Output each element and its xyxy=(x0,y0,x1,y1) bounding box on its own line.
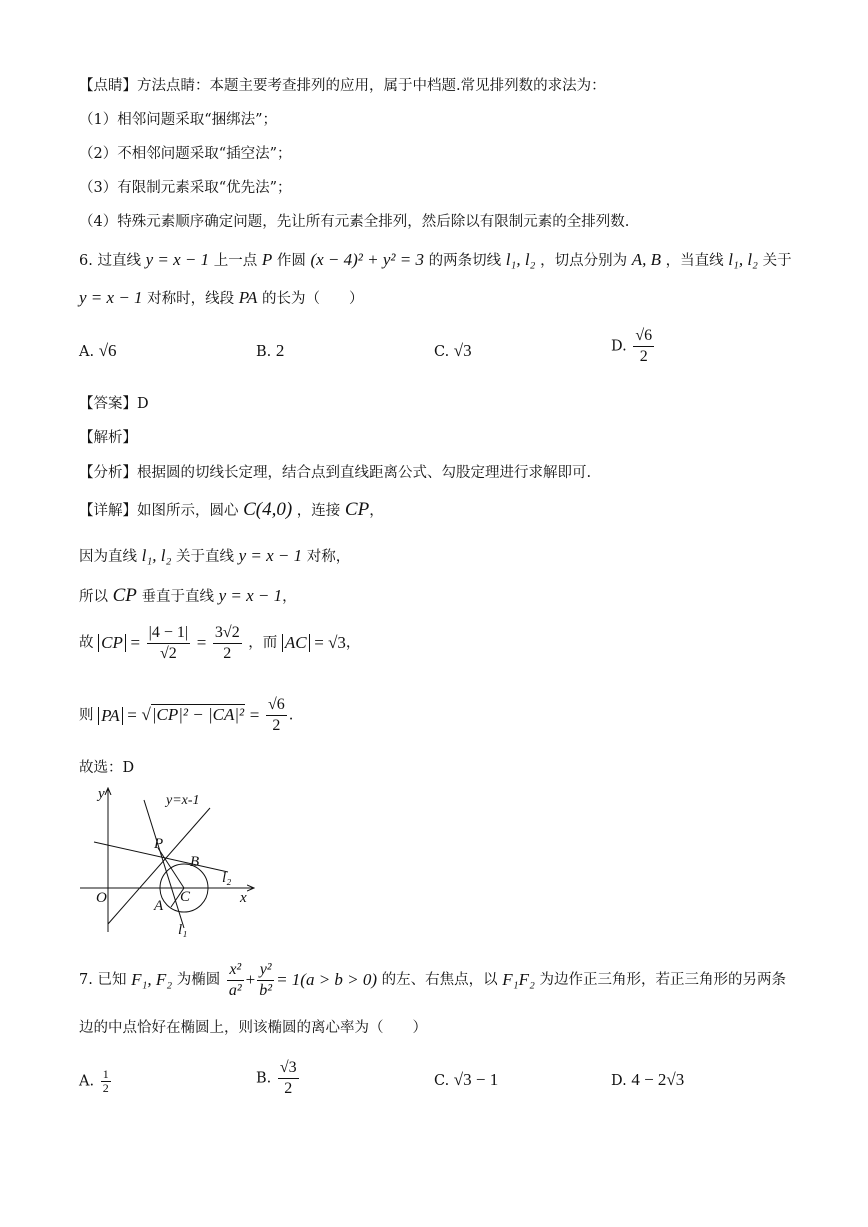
q7-stem-line2: 边的中点恰好在椭圆上，则该椭圆的离心率为（ ） xyxy=(79,1020,427,1036)
label-c: C xyxy=(180,889,191,905)
q7-segment-f1f2: F₁F₂ xyxy=(502,970,535,989)
q6-so-line xyxy=(79,586,297,607)
q6-stem-line2 xyxy=(79,288,363,309)
radicand: |CP|² − |CA|² xyxy=(151,705,245,724)
xiangjie-text: 如图所示，圆心 xyxy=(137,503,239,519)
option-fraction xyxy=(101,1068,111,1095)
tip-item-2: （2）不相邻问题采取“插空法”； xyxy=(79,146,292,162)
step-text: 则 xyxy=(79,707,94,724)
q6-circle-eq: (x − 4)² + y² = 3 xyxy=(310,250,424,269)
label-line: y=x-1 xyxy=(166,793,200,808)
q7-text: 的左、右焦点，以 xyxy=(381,972,498,988)
value-sqrt3: = √3 xyxy=(314,633,346,652)
q7-option-a[interactable] xyxy=(79,1068,113,1095)
label-x: x xyxy=(240,890,247,906)
step-text: . xyxy=(288,707,294,724)
tip-item-4: （4）特殊元素顺序确定问题，先让所有元素全排列，然后除以有限制元素的全排列数. xyxy=(79,214,630,230)
option-fraction xyxy=(278,1058,299,1099)
option-value: √3 − 1 xyxy=(453,1070,499,1089)
tip-text: 方法点睛：本题主要考查排列的应用，属于中档题.常见排列数的求法为： xyxy=(137,78,606,94)
q7-text: 为边作正三角形，若正三角形的另两条 xyxy=(539,972,786,988)
tip-line xyxy=(79,76,606,96)
tip-label: 【点睛】 xyxy=(79,78,137,94)
option-value: 4 − 2√3 xyxy=(631,1070,685,1089)
q6-choose: 故选：D xyxy=(79,760,135,776)
fenxi-label: 【分析】 xyxy=(79,465,137,481)
tip-item-1: （1）相邻问题采取“捆绑法”； xyxy=(79,112,278,128)
cp-fraction-1 xyxy=(147,623,190,664)
q6-text: 的长为（ ） xyxy=(261,291,364,307)
option-label: A. xyxy=(79,1073,95,1090)
fraction-numerator: |4 − 1| xyxy=(147,623,190,644)
xiangjie-label: 【详解】 xyxy=(79,503,137,519)
fraction-denominator: 2 xyxy=(639,348,648,365)
q6-tangents: l₁, l₂ xyxy=(728,250,758,269)
option-label: B. xyxy=(256,1070,272,1087)
label-o: O xyxy=(96,890,107,906)
ellipse-y-term xyxy=(257,960,274,1001)
step-text: 关于直线 xyxy=(176,549,234,565)
q6-points-ab: A, B xyxy=(631,250,661,269)
q6-line-eq: y = x − 1 xyxy=(79,288,143,307)
ellipse-x-term xyxy=(227,960,244,1001)
option-value: √6 xyxy=(98,341,117,360)
q6-line-eq: y = x − 1 xyxy=(145,250,210,269)
q6-because-line xyxy=(79,546,350,567)
q6-stem-line1 xyxy=(79,250,792,271)
step-text: 对称， xyxy=(306,549,351,565)
fraction-numerator: √6 xyxy=(266,695,287,716)
step-text: 因为直线 xyxy=(79,549,137,565)
cp-fraction-2 xyxy=(213,623,242,664)
q6-cp-calc: 故 CP = $\frac{|4 - 1|}{√2}$ = $\frac{3√2}{2}$ ，而 AC = √3， xyxy=(79,623,361,662)
q6-option-b[interactable] xyxy=(256,341,284,362)
q6-number: 6. xyxy=(79,253,93,269)
fraction-denominator: 2 xyxy=(102,1081,109,1095)
xiangjie-text: ， xyxy=(369,503,384,519)
label-p: P xyxy=(154,836,164,852)
fraction-numerator: 3√2 xyxy=(213,623,242,644)
option-value: 2 xyxy=(275,341,285,360)
q6-text: 过直线 xyxy=(97,253,141,269)
tangents: l₁, l₂ xyxy=(141,546,172,565)
ellipse-condition: = 1(a > b > 0) xyxy=(276,970,378,989)
q6-fenxi xyxy=(79,463,591,483)
option-label: C. xyxy=(434,344,450,360)
q7-text: 已知 xyxy=(97,972,127,988)
segment-cp: CP xyxy=(344,499,370,520)
segment-cp: CP xyxy=(112,585,137,606)
q6-figure xyxy=(76,780,276,940)
q6-analysis-label: 【解析】 xyxy=(79,430,137,446)
label-y: y xyxy=(98,786,105,802)
q7-option-c[interactable] xyxy=(434,1070,498,1091)
q7-text: 为椭圆 xyxy=(176,972,221,988)
xiangjie-text: ，连接 xyxy=(296,503,341,519)
q6-xiangjie xyxy=(79,500,384,521)
q6-option-a[interactable] xyxy=(79,341,117,362)
fraction-numerator: √3 xyxy=(278,1058,299,1079)
option-fraction xyxy=(633,326,654,367)
q6-text: 上一点 xyxy=(213,253,258,269)
fraction-denominator: a² xyxy=(228,981,242,999)
q6-option-c[interactable] xyxy=(434,341,472,362)
fraction-denominator: √2 xyxy=(159,644,177,662)
q6-pa-calc: 则 PA = √|CP|² − |CA|² = $\frac{√6}{2}$ . xyxy=(79,694,293,737)
option-label: A. xyxy=(79,344,95,360)
tangent-l1 xyxy=(144,800,184,928)
option-label: D. xyxy=(611,1073,627,1089)
fraction-numerator: 1 xyxy=(102,1067,109,1081)
fraction-numerator: y² xyxy=(257,960,274,981)
abs-pa: PA xyxy=(98,707,123,725)
step-text: ， xyxy=(345,635,361,651)
option-label: C. xyxy=(434,1073,450,1089)
q6-text: 对称时，线段 xyxy=(147,291,235,307)
label-l2: l₂ xyxy=(222,870,232,886)
step-text: ， xyxy=(282,589,297,605)
q7-foci: F₁, F₂ xyxy=(131,970,173,989)
line-eq: y = x − 1 xyxy=(238,546,303,565)
fenxi-text: 根据圆的切线长定理，结合点到直线距离公式、勾股定理进行求解即可. xyxy=(137,465,592,481)
step-text: 垂直于直线 xyxy=(141,589,214,605)
q6-option-d[interactable] xyxy=(611,326,656,367)
option-label: B. xyxy=(256,344,272,360)
q7-number: 7. xyxy=(79,972,93,988)
q6-point-p: P xyxy=(261,250,273,269)
abs-ac: AC xyxy=(282,634,310,652)
sqrt-expression: √|CP|² − |CA|² xyxy=(141,705,245,724)
q6-tangents: l₁, l₂ xyxy=(505,250,536,269)
fraction-denominator: 2 xyxy=(223,644,232,662)
fraction-numerator: x² xyxy=(227,960,244,981)
segment-pc xyxy=(158,848,184,888)
step-text: ，而 xyxy=(248,635,278,651)
option-label: D. xyxy=(611,338,627,355)
fraction-denominator: b² xyxy=(259,981,273,999)
fraction-denominator: 2 xyxy=(272,717,281,734)
q7-option-d[interactable] xyxy=(611,1070,684,1091)
q6-text: ，当直线 xyxy=(665,253,724,269)
fraction-denominator: 2 xyxy=(284,1080,293,1097)
q6-text: 的两条切线 xyxy=(428,253,502,269)
center-c: C(4,0) xyxy=(243,499,293,520)
fraction-numerator: √6 xyxy=(633,326,654,347)
pa-fraction xyxy=(266,695,287,736)
q6-text: 作圆 xyxy=(276,253,306,269)
q7-option-b[interactable] xyxy=(256,1058,301,1099)
step-text: 所以 xyxy=(79,589,108,605)
abs-cp: CP xyxy=(98,634,126,652)
line-eq: y = x − 1 xyxy=(218,586,283,605)
q6-segment-pa: PA xyxy=(238,288,258,307)
option-value: √3 xyxy=(453,341,472,360)
q7-stem-line1: 7. 已知 F₁, F₂ 为椭圆 $\frac{\text{x²}}{\text{a²}}$ + $\frac{\text{y²}}{\text{b²}}$ = 1(a > b > 0) 的左、右焦点，以 F₁F₂ 为边作正三角形，若正三角形的另两条 xyxy=(79,960,786,999)
label-b: B xyxy=(190,854,200,870)
label-a: A xyxy=(154,898,164,914)
q6-answer: 【答案】D xyxy=(79,396,149,412)
step-text: 故 xyxy=(79,635,94,651)
label-l1: l₁ xyxy=(178,922,188,938)
tip-item-3: （3）有限制元素采取“优先法”； xyxy=(79,180,292,196)
q6-text: 关于 xyxy=(762,253,792,269)
q6-text: ，切点分别为 xyxy=(540,253,628,269)
